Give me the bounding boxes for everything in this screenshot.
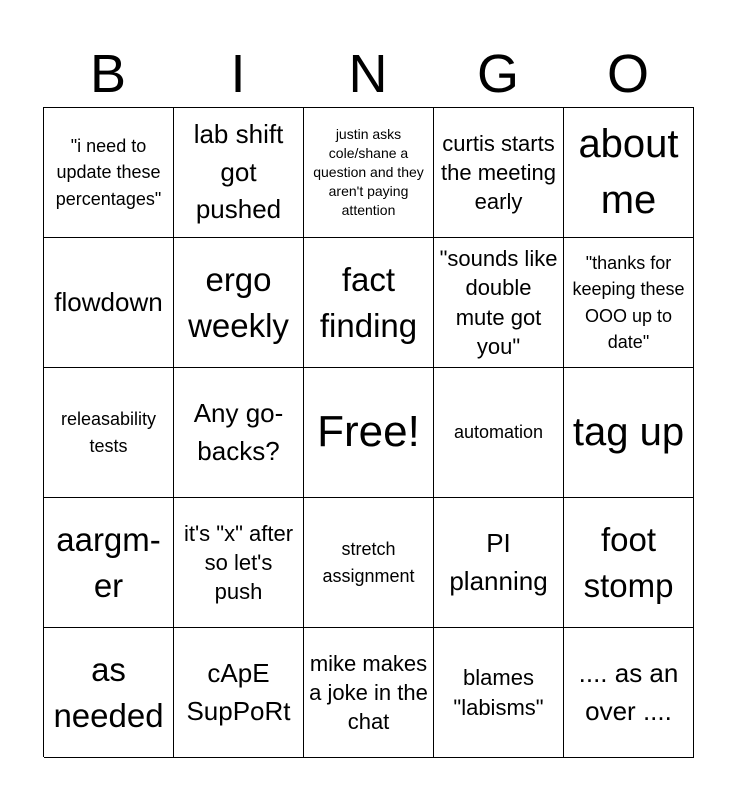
cell-text: "sounds like double mute got you"	[439, 246, 558, 359]
cell-text: curtis starts the meeting early	[441, 130, 556, 215]
cell-text: mike makes a joke in the chat	[309, 650, 428, 735]
bingo-cell-r5c1[interactable]	[44, 628, 174, 758]
header-letter-b: B	[89, 44, 127, 104]
bingo-cell-r5c2[interactable]	[174, 628, 304, 758]
bingo-cell-r5c3[interactable]	[304, 628, 434, 758]
cell-text: .... as an over ....	[578, 657, 679, 726]
bingo-cell-r2c2[interactable]	[174, 238, 304, 368]
bingo-cell-r2c1[interactable]	[44, 238, 174, 368]
bingo-cell-r3c5[interactable]	[564, 368, 694, 498]
bingo-cell-r1c1[interactable]	[44, 108, 174, 238]
bingo-cell-free[interactable]	[304, 368, 434, 498]
bingo-cell-r1c3[interactable]	[304, 108, 434, 238]
cell-text: stretch assignment	[322, 539, 415, 586]
cell-text: lab shift got pushed	[193, 118, 284, 225]
cell-text: blames "labisms"	[453, 665, 544, 720]
bingo-cell-r4c3[interactable]	[304, 498, 434, 628]
cell-text: PI planning	[449, 527, 548, 596]
cell-text: flowdown	[54, 286, 163, 317]
bingo-cell-r4c2[interactable]	[174, 498, 304, 628]
bingo-cell-r2c5[interactable]	[564, 238, 694, 368]
bingo-header	[43, 42, 693, 106]
bingo-cell-r4c5[interactable]	[564, 498, 694, 628]
bingo-cell-r3c1[interactable]	[44, 368, 174, 498]
cell-text: "i need to update these percentages"	[55, 136, 162, 209]
cell-text: "thanks for keeping these OOO up to date"	[572, 253, 685, 352]
cell-text: Any go-backs?	[193, 397, 284, 466]
header-letter-o: O	[606, 44, 649, 104]
cell-text: aargm-er	[56, 520, 161, 604]
bingo-cell-r5c4[interactable]	[434, 628, 564, 758]
bingo-cell-r1c4[interactable]	[434, 108, 564, 238]
free-space-text: Free!	[317, 407, 420, 457]
cell-text: automation	[453, 422, 544, 443]
bingo-cell-r3c4[interactable]	[434, 368, 564, 498]
cell-text: fact finding	[319, 260, 418, 344]
cell-text: releasability tests	[60, 409, 157, 456]
bingo-cell-r4c4[interactable]	[434, 498, 564, 628]
bingo-board	[43, 107, 694, 757]
bingo-cell-r1c5[interactable]	[564, 108, 694, 238]
bingo-cell-r2c3[interactable]	[304, 238, 434, 368]
bingo-cell-r5c5[interactable]	[564, 628, 694, 758]
cell-text: justin asks cole/shane a question and they aren't paying attention	[313, 126, 424, 218]
bingo-cell-r2c4[interactable]	[434, 238, 564, 368]
cell-text: it's "x" after so let's push	[183, 520, 294, 605]
bingo-cell-r4c1[interactable]	[44, 498, 174, 628]
header-letter-i: I	[230, 44, 246, 104]
header-letter-n: N	[348, 44, 388, 104]
header-letter-g: G	[476, 44, 519, 104]
cell-text: cApE SupPoRt	[186, 657, 291, 726]
cell-text: as needed	[53, 650, 164, 734]
cell-text: tag up	[572, 409, 685, 454]
cell-text: ergo weekly	[188, 260, 289, 344]
bingo-cell-r3c2[interactable]	[174, 368, 304, 498]
cell-text: foot stomp	[583, 520, 674, 604]
bingo-cell-r1c2[interactable]	[174, 108, 304, 238]
cell-text: about me	[578, 122, 679, 222]
